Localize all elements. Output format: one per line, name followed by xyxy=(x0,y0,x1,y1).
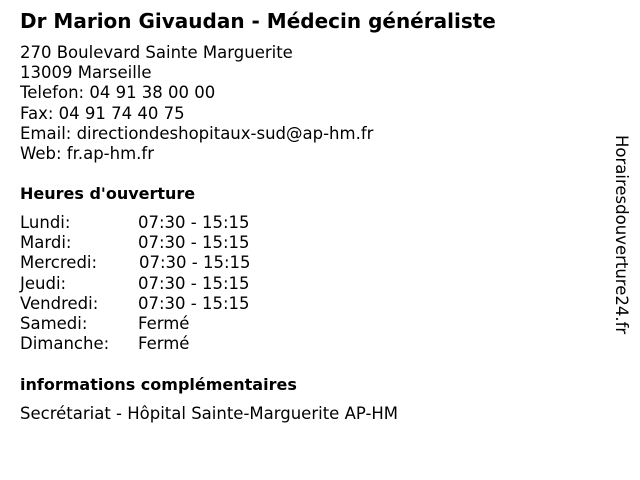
site-watermark: Horairesdouverture24.fr xyxy=(612,135,631,335)
hours-day: Lundi: xyxy=(20,213,71,232)
address-line-street: 270 Boulevard Sainte Marguerite xyxy=(20,43,293,62)
hours-day: Mercredi: xyxy=(20,253,98,273)
contact-block xyxy=(20,43,373,164)
hours-day: Dimanche: xyxy=(20,334,110,354)
phone-line: Telefon: 04 91 38 00 00 xyxy=(20,83,216,103)
hours-heading: Heures d'ouverture xyxy=(20,184,196,203)
page-title: Dr Marion Givaudan - Médecin généraliste xyxy=(20,9,496,33)
hours-row-saturday xyxy=(20,314,320,334)
hours-table xyxy=(20,213,320,354)
info-text: Secrétariat - Hôpital Sainte-Marguerite AP-HM xyxy=(20,404,399,423)
fax-line: Fax: 04 91 74 40 75 xyxy=(20,103,185,123)
web-line: Web: fr.ap-hm.fr xyxy=(20,143,155,163)
hours-time: 07:30 - 15:15 xyxy=(138,273,250,293)
hours-day: Vendredi: xyxy=(20,293,99,313)
hours-row-sunday xyxy=(20,334,320,354)
hours-row-thursday xyxy=(20,274,320,294)
hours-time: 07:30 - 15:15 xyxy=(138,213,250,232)
hours-time: 07:30 - 15:15 xyxy=(138,293,250,313)
hours-day: Samedi: xyxy=(20,313,88,333)
hours-time: 07:30 - 15:15 xyxy=(138,233,250,253)
hours-row-monday xyxy=(20,213,320,233)
address-line-city: 13009 Marseille xyxy=(20,63,152,83)
hours-time: Fermé xyxy=(138,334,190,354)
info-heading: informations complémentaires xyxy=(20,375,297,394)
hours-row-friday xyxy=(20,294,320,314)
hours-row-tuesday xyxy=(20,233,320,253)
hours-time: 07:30 - 15:15 xyxy=(139,253,251,273)
hours-row-wednesday xyxy=(20,253,320,273)
hours-time: Fermé xyxy=(138,313,190,333)
email-line: Email: directiondeshopitaux-sud@ap-hm.fr xyxy=(20,123,374,143)
hours-day: Mardi: xyxy=(20,233,72,253)
hours-day: Jeudi: xyxy=(20,273,67,293)
